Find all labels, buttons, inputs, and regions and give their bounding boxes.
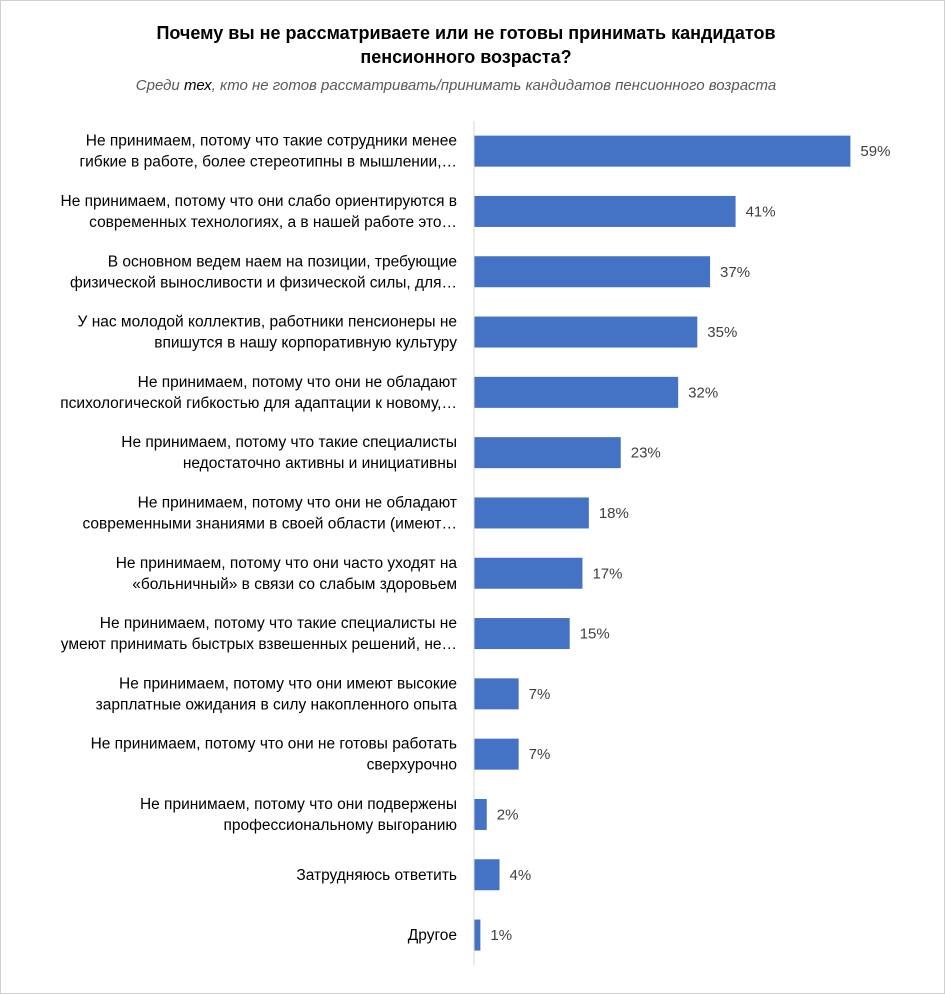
category-label: профессиональному выгоранию [223, 816, 457, 834]
data-label: 2% [496, 806, 519, 824]
bar [474, 859, 500, 890]
bar [474, 437, 621, 468]
category-label: современных технологиях, а в нашей работе это… [89, 213, 457, 231]
data-label: 4% [509, 866, 532, 884]
category-label: недостаточно активны и инициативны [182, 455, 457, 473]
category-label: Не принимаем, потому что они часто уходят на [115, 554, 457, 572]
category-label: зарплатные ожидания в силу накопленного опыта [95, 696, 457, 714]
bar [474, 618, 570, 649]
data-label: 17% [592, 565, 623, 583]
category-label: Не принимаем, потому что они не обладают [137, 494, 457, 512]
category-label: У нас молодой коллектив, работники пенсионеры не [77, 313, 457, 331]
subtitle-prefix: Среди [135, 77, 184, 94]
chart-title-line-2: пенсионного возраста? [360, 47, 572, 67]
bar [474, 317, 697, 348]
category-label: впишутся в нашу корпоративную культуру [154, 334, 457, 352]
data-label: 32% [688, 384, 719, 402]
category-label: физической выносливости и физической силы, для… [70, 274, 457, 292]
category-label: гибкие в работе, более стереотипны в мышлении,… [79, 153, 457, 171]
category-label: психологической гибкостью для адаптации к новому,… [60, 394, 457, 412]
category-label: Не принимаем, потому что они имеют высокие [119, 675, 457, 693]
data-label: 7% [528, 746, 551, 764]
category-label: Другое [407, 927, 457, 945]
data-label: 23% [630, 444, 661, 462]
category-label: сверхурочно [366, 756, 457, 774]
bar [474, 920, 480, 951]
data-label: 7% [528, 685, 551, 703]
category-label: Не принимаем, потому что они подвержены [139, 795, 457, 813]
category-label: «больничный» в связи со слабым здоровьем [132, 575, 457, 593]
bar [474, 678, 519, 709]
bar [474, 558, 582, 589]
bar [474, 377, 678, 408]
category-label: Затрудняюсь ответить [296, 866, 457, 884]
chart-title-line-1: Почему вы не рассматриваете или не готовы принимать кандидатов [156, 23, 776, 43]
category-label: В основном ведем наем на позиции, требующие [107, 253, 457, 271]
category-label: современными знаниями в своей области (имеют… [82, 515, 457, 533]
category-label: Не принимаем, потому что такие специалисты [121, 434, 457, 452]
bar [474, 256, 710, 287]
bar [474, 196, 736, 227]
bar [474, 799, 487, 830]
category-label: Не принимаем, потому что они не готовы работать [90, 735, 457, 753]
data-label: 35% [707, 324, 738, 342]
data-label: 37% [720, 263, 751, 281]
data-label: 15% [579, 625, 610, 643]
category-label: Не принимаем, потому что они слабо ориентируются в [60, 192, 457, 210]
category-label: Не принимаем, потому что такие сотрудники менее [85, 132, 457, 150]
data-label: 18% [598, 504, 629, 522]
bar-chart-plot [1, 1, 945, 995]
category-label: умеют принимать быстрых взвешенных решений, не… [60, 636, 457, 654]
bar [474, 497, 589, 528]
subtitle-emphasis: тех [183, 77, 212, 94]
bar [474, 739, 519, 770]
data-label: 1% [490, 927, 513, 945]
category-label: Не принимаем, потому что они не обладают [137, 373, 457, 391]
subtitle-suffix: , кто не готов рассматривать/принимать кандидатов пенсионного возраста [211, 77, 777, 94]
data-label: 41% [745, 203, 776, 221]
category-label: Не принимаем, потому что такие специалисты не [99, 615, 457, 633]
bar [474, 136, 850, 167]
data-label: 59% [860, 143, 891, 161]
